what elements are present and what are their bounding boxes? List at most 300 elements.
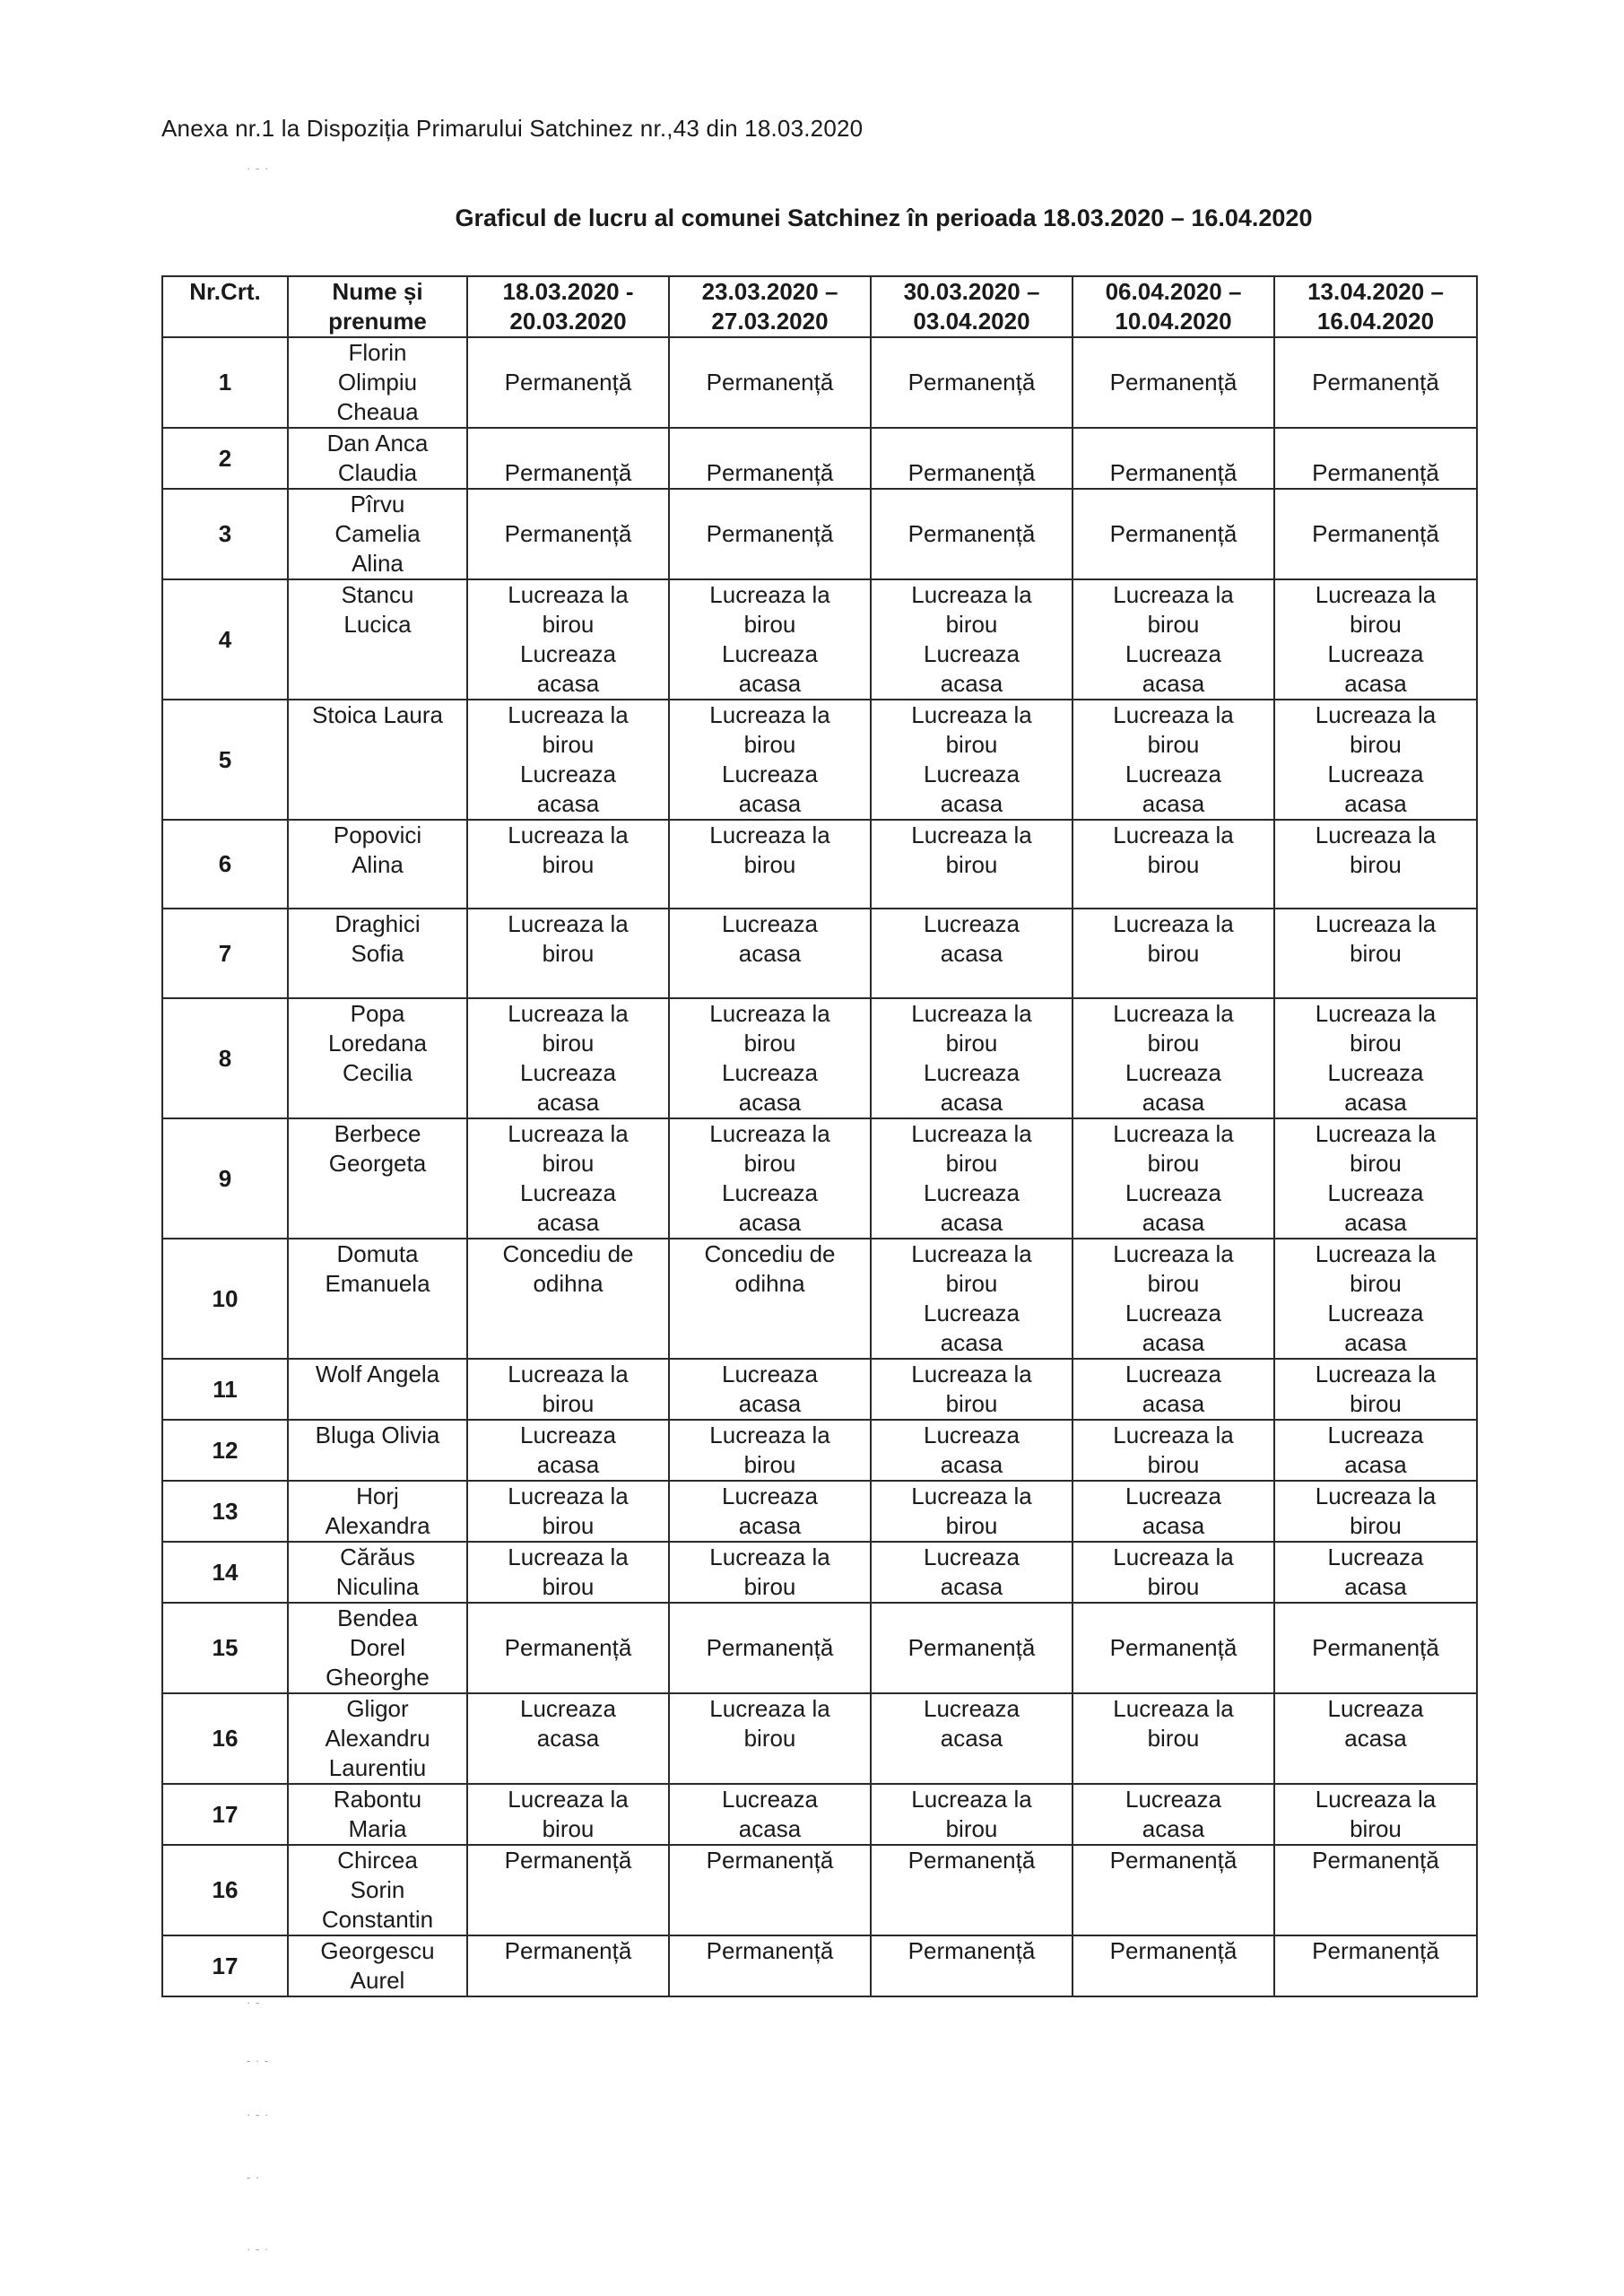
- row-number: 6: [162, 820, 288, 909]
- employee-name-line: Wolf Angela: [315, 1361, 440, 1387]
- schedule-cell-line: Lucreaza la: [508, 581, 629, 608]
- schedule-cell: [669, 998, 871, 1118]
- schedule-cell-line: Lucreaza: [1125, 1361, 1221, 1387]
- schedule-cell-line: Lucreaza la: [911, 822, 1032, 848]
- schedule-cell-line: birou: [945, 1815, 998, 1842]
- employee-name-line: Dan Anca: [326, 430, 429, 457]
- schedule-cell-line: acasa: [1142, 1209, 1205, 1236]
- schedule-cell-line: Lucreaza la: [911, 1483, 1032, 1509]
- schedule-cell-line: Lucreaza: [722, 761, 818, 787]
- schedule-cell-line: Lucreaza la: [911, 581, 1032, 608]
- header-nr: Nr.Crt.: [162, 276, 288, 337]
- employee-name-line: Popa: [350, 1000, 405, 1027]
- schedule-cell-line: acasa: [738, 1089, 802, 1116]
- employee-name-line: Bluga Olivia: [315, 1422, 440, 1448]
- schedule-cell-line: Lucreaza: [1327, 1300, 1424, 1326]
- employee-name-line: Gligor: [346, 1695, 409, 1722]
- schedule-cell-line: Permanență: [908, 1634, 1036, 1661]
- schedule-cell-line: Lucreaza la: [1113, 822, 1234, 848]
- schedule-cell-line: Lucreaza la: [1315, 910, 1437, 937]
- table-row: [162, 820, 1477, 909]
- schedule-cell: [669, 820, 871, 909]
- schedule-cell-line: Lucreaza: [722, 1361, 818, 1387]
- schedule-cell: [467, 337, 669, 428]
- scan-mark: · - ·: [247, 2108, 270, 2121]
- schedule-cell-line: acasa: [940, 790, 1003, 817]
- schedule-cell: [467, 1481, 669, 1542]
- schedule-cell-line: Permanență: [1109, 520, 1238, 547]
- schedule-cell: [1274, 820, 1477, 909]
- employee-name: [288, 998, 467, 1118]
- schedule-cell-line: Lucreaza la: [709, 581, 830, 608]
- schedule-cell-line: birou: [1147, 731, 1200, 758]
- row-number: 16: [162, 1693, 288, 1784]
- row-number: 17: [162, 1784, 288, 1845]
- schedule-cell-line: birou: [542, 1573, 595, 1600]
- schedule-cell-line: birou: [743, 851, 796, 878]
- schedule-cell-line: Permanență: [504, 369, 632, 396]
- schedule-cell-line: acasa: [738, 1390, 802, 1417]
- schedule-cell-line: Lucreaza: [1125, 1483, 1221, 1509]
- schedule-cell-line: acasa: [1142, 1089, 1205, 1116]
- schedule-cell-line: birou: [542, 731, 595, 758]
- schedule-cell-line: Permanență: [1109, 1634, 1238, 1661]
- row-number: 1: [162, 337, 288, 428]
- schedule-cell: [669, 1603, 871, 1693]
- schedule-cell-line: [670, 429, 870, 458]
- schedule-cell: [467, 1420, 669, 1481]
- schedule-cell-line: Lucreaza: [722, 910, 818, 937]
- schedule-cell-line: Permanență: [908, 520, 1036, 547]
- scan-mark: - ·: [247, 2170, 261, 2184]
- schedule-cell: [669, 1784, 871, 1845]
- schedule-cell-line: Permanență: [1312, 1847, 1439, 1874]
- schedule-cell-line: Lucreaza la: [1315, 1120, 1437, 1147]
- table-row: [162, 1935, 1477, 1996]
- schedule-cell-line: Lucreaza: [924, 1695, 1020, 1722]
- schedule-cell-line: Permanență: [1109, 459, 1238, 486]
- schedule-cell-line: odihna: [533, 1270, 604, 1297]
- schedule-cell-line: Lucreaza: [1327, 761, 1424, 787]
- schedule-cell: [871, 1239, 1073, 1359]
- schedule-cell: [467, 1935, 669, 1996]
- schedule-cell-line: acasa: [1344, 1329, 1407, 1356]
- schedule-cell-line: acasa: [1142, 670, 1205, 697]
- table-row: [162, 1359, 1477, 1420]
- employee-name-line: Alina: [352, 851, 404, 878]
- schedule-cell-line: Lucreaza la: [709, 1422, 830, 1448]
- document-title: Graficul de lucru al comunei Satchinez în perioada 18.03.2020 – 16.04.2020: [455, 204, 1313, 231]
- employee-name-line: Alexandru: [325, 1725, 430, 1752]
- employee-name-line: Lucica: [343, 611, 412, 638]
- schedule-cell: [1073, 1359, 1274, 1420]
- employee-name: [288, 1359, 467, 1420]
- schedule-cell-line: Lucreaza: [520, 1059, 616, 1086]
- schedule-cell: [1073, 1845, 1274, 1935]
- schedule-cell-line: Lucreaza: [722, 640, 818, 667]
- table-row: [162, 1542, 1477, 1603]
- schedule-cell: [1274, 909, 1477, 998]
- schedule-cell: [669, 1542, 871, 1603]
- scan-mark: · -: [247, 1996, 261, 2009]
- schedule-cell: [669, 1359, 871, 1420]
- schedule-cell-line: Lucreaza la: [1315, 1483, 1437, 1509]
- schedule-cell-line: acasa: [940, 1725, 1003, 1752]
- row-number: 13: [162, 1481, 288, 1542]
- schedule-cell-line: Permanență: [1312, 1634, 1439, 1661]
- employee-name-line: Emanuela: [325, 1270, 430, 1297]
- schedule-cell-line: Lucreaza: [1327, 640, 1424, 667]
- table-row: [162, 1693, 1477, 1784]
- schedule-cell-line: Permanență: [908, 369, 1036, 396]
- employee-name: [288, 1693, 467, 1784]
- schedule-cell-line: Lucreaza: [924, 761, 1020, 787]
- schedule-cell: [669, 1420, 871, 1481]
- schedule-cell-line: acasa: [940, 1209, 1003, 1236]
- header-period-4: 06.04.2020 – 10.04.2020: [1073, 276, 1274, 337]
- schedule-cell-line: Permanență: [908, 1847, 1036, 1874]
- work-schedule-table: [161, 275, 1478, 1997]
- schedule-cell-line: birou: [945, 1150, 998, 1177]
- schedule-cell-line: Lucreaza: [520, 1179, 616, 1206]
- header-period-1: 18.03.2020 - 20.03.2020: [467, 276, 669, 337]
- schedule-cell-line: Lucreaza la: [1113, 1240, 1234, 1267]
- schedule-cell-line: acasa: [1142, 1329, 1205, 1356]
- schedule-cell-line: birou: [1350, 1150, 1402, 1177]
- employee-name-line: Loredana: [328, 1030, 427, 1057]
- schedule-cell: [1073, 579, 1274, 700]
- schedule-cell: [1274, 1845, 1477, 1935]
- schedule-cell-line: Lucreaza la: [709, 1000, 830, 1027]
- schedule-cell-line: acasa: [536, 1451, 600, 1478]
- employee-name-line: Olimpiu: [337, 369, 418, 396]
- schedule-cell: [871, 489, 1073, 579]
- schedule-cell-line: birou: [1350, 851, 1402, 878]
- employee-name-line: Pîrvu: [350, 491, 405, 517]
- employee-name-line: Niculina: [335, 1573, 420, 1600]
- schedule-cell-line: [872, 429, 1072, 458]
- schedule-cell-line: Permanență: [504, 1847, 632, 1874]
- schedule-cell-line: Permanență: [706, 369, 834, 396]
- schedule-cell-line: birou: [1350, 1512, 1402, 1539]
- schedule-cell-line: birou: [542, 611, 595, 638]
- table-row: [162, 1239, 1477, 1359]
- schedule-cell-line: Lucreaza: [722, 1179, 818, 1206]
- schedule-cell-line: Lucreaza: [1125, 1300, 1221, 1326]
- schedule-cell: [871, 1359, 1073, 1420]
- employee-name-line: Stoica Laura: [312, 701, 443, 728]
- schedule-cell-line: acasa: [1344, 790, 1407, 817]
- schedule-cell-line: Lucreaza: [520, 640, 616, 667]
- employee-name-line: Domuta: [336, 1240, 419, 1267]
- schedule-cell-line: Lucreaza: [924, 1544, 1020, 1570]
- table-row: [162, 337, 1477, 428]
- schedule-cell-line: [1275, 1604, 1476, 1633]
- schedule-cell-line: birou: [945, 1270, 998, 1297]
- schedule-cell: [871, 1693, 1073, 1784]
- schedule-cell-line: birou: [1147, 1150, 1200, 1177]
- schedule-cell-line: birou: [743, 611, 796, 638]
- table-row: [162, 909, 1477, 998]
- schedule-cell-line: Lucreaza la: [709, 701, 830, 728]
- schedule-cell-line: Permanență: [1312, 520, 1439, 547]
- schedule-cell-line: acasa: [536, 790, 600, 817]
- schedule-cell: [467, 579, 669, 700]
- schedule-cell-line: Lucreaza la: [911, 1000, 1032, 1027]
- table-row: [162, 1784, 1477, 1845]
- schedule-cell: [669, 1239, 871, 1359]
- schedule-cell: [1073, 1542, 1274, 1603]
- schedule-cell: [1073, 1935, 1274, 1996]
- schedule-cell: [467, 1693, 669, 1784]
- table-row: [162, 579, 1477, 700]
- employee-name-line: Alexandra: [325, 1512, 430, 1539]
- schedule-cell: [467, 1118, 669, 1239]
- row-number: 9: [162, 1118, 288, 1239]
- schedule-cell-line: Lucreaza la: [508, 1483, 629, 1509]
- employee-name-line: Cheaua: [336, 398, 419, 425]
- row-number: 10: [162, 1239, 288, 1359]
- table-row: [162, 1118, 1477, 1239]
- schedule-cell: [1274, 1693, 1477, 1784]
- schedule-cell: [669, 700, 871, 820]
- schedule-cell-line: acasa: [536, 1089, 600, 1116]
- header-period-3: 30.03.2020 – 03.04.2020: [871, 276, 1073, 337]
- employee-name: [288, 1239, 467, 1359]
- table-row: [162, 428, 1477, 489]
- row-number: 4: [162, 579, 288, 700]
- employee-name-line: Laurentiu: [328, 1754, 427, 1781]
- schedule-cell: [669, 1481, 871, 1542]
- schedule-cell-line: Permanență: [504, 459, 632, 486]
- table-row: [162, 998, 1477, 1118]
- schedule-cell: [1073, 1239, 1274, 1359]
- schedule-cell-line: odihna: [734, 1270, 805, 1297]
- schedule-cell-line: acasa: [738, 670, 802, 697]
- employee-name: [288, 1420, 467, 1481]
- schedule-cell-line: Permanență: [706, 1847, 834, 1874]
- schedule-cell-line: Lucreaza: [924, 910, 1020, 937]
- schedule-cell: [1274, 337, 1477, 428]
- schedule-cell-line: birou: [945, 1512, 998, 1539]
- schedule-cell-line: Lucreaza la: [709, 1695, 830, 1722]
- schedule-cell: [467, 998, 669, 1118]
- schedule-cell-line: [468, 1604, 668, 1633]
- schedule-cell-line: birou: [1350, 940, 1402, 967]
- schedule-cell-line: Lucreaza la: [508, 910, 629, 937]
- schedule-cell-line: Permanență: [706, 520, 834, 547]
- schedule-cell-line: Lucreaza: [520, 1422, 616, 1448]
- schedule-cell-line: Concediu de: [502, 1240, 634, 1267]
- schedule-cell-line: acasa: [940, 940, 1003, 967]
- schedule-cell: [1274, 1359, 1477, 1420]
- employee-name-line: Alina: [352, 550, 404, 577]
- employee-name-line: Sorin: [350, 1876, 405, 1903]
- schedule-cell-line: Lucreaza la: [1113, 581, 1234, 608]
- schedule-cell-line: acasa: [536, 1209, 600, 1236]
- scan-mark: · - ·: [247, 2242, 270, 2256]
- schedule-cell-line: Lucreaza la: [1315, 1361, 1437, 1387]
- schedule-cell-line: birou: [743, 1573, 796, 1600]
- employee-name: [288, 489, 467, 579]
- employee-name: [288, 1603, 467, 1693]
- schedule-cell-line: Lucreaza la: [1113, 1695, 1234, 1722]
- schedule-cell-line: Lucreaza: [924, 640, 1020, 667]
- schedule-cell: [1073, 1118, 1274, 1239]
- schedule-cell-line: Lucreaza la: [1113, 1000, 1234, 1027]
- schedule-cell-line: Permanență: [504, 520, 632, 547]
- schedule-cell: [1274, 1118, 1477, 1239]
- schedule-cell-line: Lucreaza la: [1113, 910, 1234, 937]
- schedule-cell-line: birou: [1350, 1270, 1402, 1297]
- employee-name-line: Constantin: [321, 1906, 434, 1933]
- schedule-cell: [467, 1845, 669, 1935]
- schedule-cell: [871, 820, 1073, 909]
- schedule-cell-line: birou: [1147, 611, 1200, 638]
- schedule-cell-line: Lucreaza: [924, 1422, 1020, 1448]
- schedule-cell: [871, 1784, 1073, 1845]
- schedule-cell-line: birou: [1147, 1573, 1200, 1600]
- table-body: [162, 337, 1477, 1996]
- schedule-cell-line: acasa: [1344, 1089, 1407, 1116]
- schedule-cell-line: birou: [743, 1150, 796, 1177]
- table-row: [162, 1481, 1477, 1542]
- schedule-cell: [467, 1239, 669, 1359]
- schedule-cell-line: Lucreaza la: [508, 1361, 629, 1387]
- schedule-cell-line: Lucreaza: [1125, 1179, 1221, 1206]
- schedule-cell-line: Lucreaza la: [911, 1120, 1032, 1147]
- schedule-cell: [871, 1481, 1073, 1542]
- schedule-cell-line: Permanență: [706, 1634, 834, 1661]
- schedule-cell-line: acasa: [1344, 670, 1407, 697]
- schedule-cell: [1073, 820, 1274, 909]
- employee-name-line: Bendea: [337, 1605, 418, 1631]
- employee-name: [288, 700, 467, 820]
- schedule-cell-line: Lucreaza la: [911, 1786, 1032, 1813]
- schedule-cell-line: Lucreaza la: [508, 1786, 629, 1813]
- schedule-cell-line: [468, 429, 668, 458]
- schedule-cell: [1274, 489, 1477, 579]
- schedule-cell: [1274, 998, 1477, 1118]
- employee-name-line: Florin: [348, 339, 407, 366]
- schedule-cell: [1073, 1784, 1274, 1845]
- schedule-cell: [871, 909, 1073, 998]
- row-number: 7: [162, 909, 288, 998]
- schedule-cell-line: birou: [542, 940, 595, 967]
- schedule-cell-line: Lucreaza la: [1315, 1786, 1437, 1813]
- schedule-cell-line: Lucreaza la: [911, 1361, 1032, 1387]
- employee-name: [288, 1542, 467, 1603]
- schedule-cell-line: Lucreaza la: [508, 1000, 629, 1027]
- schedule-cell: [871, 1118, 1073, 1239]
- schedule-cell: [871, 1935, 1073, 1996]
- row-number: 15: [162, 1603, 288, 1693]
- schedule-cell: [871, 579, 1073, 700]
- employee-name-line: Chircea: [337, 1847, 418, 1874]
- schedule-cell: [669, 1693, 871, 1784]
- schedule-cell-line: Lucreaza: [722, 1059, 818, 1086]
- row-number: 12: [162, 1420, 288, 1481]
- employee-name: [288, 1845, 467, 1935]
- row-number: 14: [162, 1542, 288, 1603]
- schedule-cell-line: acasa: [1142, 1390, 1205, 1417]
- schedule-cell-line: Lucreaza la: [508, 822, 629, 848]
- schedule-cell: [669, 579, 871, 700]
- schedule-cell-line: Permanență: [504, 1937, 632, 1964]
- schedule-cell: [467, 820, 669, 909]
- employee-name-line: Popovici: [333, 822, 422, 848]
- schedule-cell-line: Lucreaza la: [508, 1544, 629, 1570]
- row-number: 11: [162, 1359, 288, 1420]
- schedule-cell-line: acasa: [536, 670, 600, 697]
- schedule-cell: [467, 1359, 669, 1420]
- schedule-cell-line: birou: [945, 1390, 998, 1417]
- schedule-cell-line: Lucreaza la: [1315, 1000, 1437, 1027]
- schedule-cell: [1073, 700, 1274, 820]
- row-number: 8: [162, 998, 288, 1118]
- schedule-cell: [871, 998, 1073, 1118]
- schedule-cell-line: birou: [1147, 1030, 1200, 1057]
- schedule-cell: [1274, 1481, 1477, 1542]
- schedule-cell-line: birou: [743, 1725, 796, 1752]
- schedule-cell-line: acasa: [940, 1089, 1003, 1116]
- schedule-cell-line: acasa: [1142, 1815, 1205, 1842]
- schedule-cell-line: acasa: [940, 1329, 1003, 1356]
- row-number: 16: [162, 1845, 288, 1935]
- schedule-cell-line: birou: [743, 731, 796, 758]
- schedule-cell-line: Lucreaza: [722, 1483, 818, 1509]
- schedule-cell-line: Lucreaza: [1125, 761, 1221, 787]
- employee-name-line: Cărăus: [340, 1544, 415, 1570]
- schedule-cell: [871, 1845, 1073, 1935]
- schedule-cell-line: Lucreaza la: [911, 701, 1032, 728]
- schedule-cell: [1073, 1603, 1274, 1693]
- schedule-cell-line: birou: [1147, 940, 1200, 967]
- schedule-cell: [467, 1603, 669, 1693]
- schedule-cell-line: birou: [1350, 1815, 1402, 1842]
- schedule-cell-line: birou: [743, 1451, 796, 1478]
- schedule-cell-line: birou: [542, 1512, 595, 1539]
- schedule-cell-line: birou: [1147, 1270, 1200, 1297]
- schedule-cell: [1073, 1420, 1274, 1481]
- schedule-cell: [1073, 998, 1274, 1118]
- schedule-cell-line: birou: [945, 851, 998, 878]
- employee-name-line: Berbece: [334, 1120, 421, 1147]
- schedule-cell-line: Lucreaza la: [709, 1544, 830, 1570]
- schedule-cell-line: acasa: [738, 1815, 802, 1842]
- employee-name-line: Georgeta: [328, 1150, 427, 1177]
- schedule-cell-line: Lucreaza la: [911, 1240, 1032, 1267]
- table-row: [162, 1420, 1477, 1481]
- schedule-cell: [467, 1542, 669, 1603]
- schedule-cell-line: acasa: [940, 670, 1003, 697]
- employee-name-line: Claudia: [337, 459, 418, 486]
- schedule-cell: [669, 1845, 871, 1935]
- schedule-cell-line: Permanență: [1109, 369, 1238, 396]
- schedule-cell-line: Lucreaza la: [709, 1120, 830, 1147]
- schedule-cell-line: Permanență: [1109, 1937, 1238, 1964]
- schedule-cell: [1274, 1239, 1477, 1359]
- schedule-cell-line: Lucreaza: [924, 1179, 1020, 1206]
- schedule-cell-line: Lucreaza: [1327, 1422, 1424, 1448]
- schedule-cell-line: birou: [1350, 1390, 1402, 1417]
- schedule-cell-line: Permanență: [1109, 1847, 1238, 1874]
- employee-name: [288, 1784, 467, 1845]
- schedule-cell: [871, 1420, 1073, 1481]
- schedule-cell-line: Lucreaza: [520, 1695, 616, 1722]
- employee-name: [288, 820, 467, 909]
- employee-name-line: Rabontu: [333, 1786, 422, 1813]
